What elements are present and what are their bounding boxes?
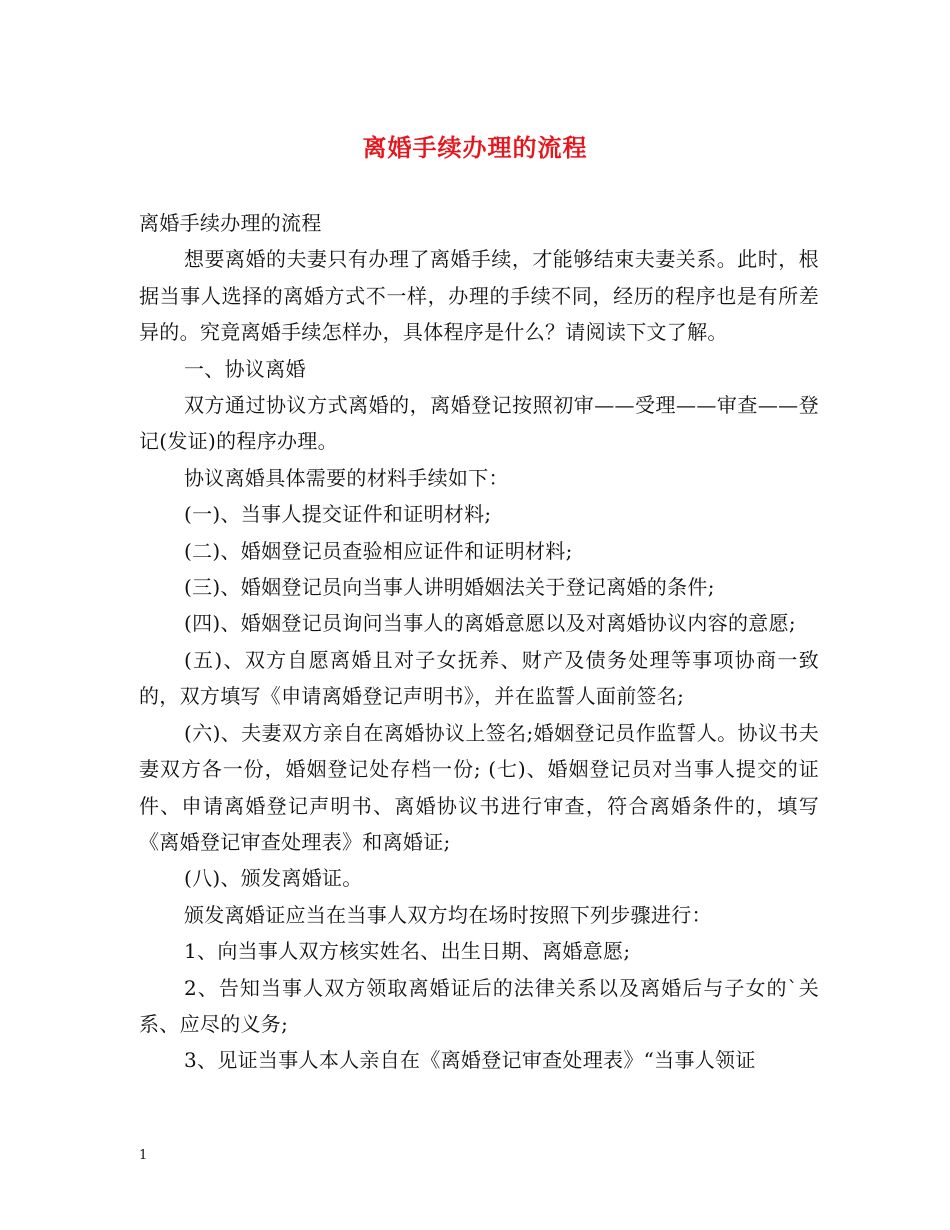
list-item: (二)、婚姻登记员查验相应证件和证明材料; [184, 538, 573, 563]
list-item: (六)、夫妻双方亲自在离婚协议上签名;婚姻登记员作监誓人。协议书夫妻双方各一份，婚姻登记处存档一份; (七)、婚姻登记员对当事人提交的证件、申请离婚登记声明书、离婚协议书进行审查，符合离婚条件的，填写《离婚登记审查处理表》和离婚证; [139, 720, 819, 854]
page-number: 1 [139, 1148, 148, 1163]
list-item: (八)、颁发离婚证。 [184, 866, 363, 891]
list-item: (一)、当事人提交证件和证明材料; [184, 502, 492, 527]
section-heading: 一、协议离婚 [184, 356, 306, 381]
list-item: 3、见证当事人本人亲自在《离婚登记审查处理表》“当事人领证 [184, 1048, 756, 1073]
paragraph: 颁发离婚证应当在当事人双方均在场时按照下列步骤进行： [184, 902, 712, 927]
list-item: (三)、婚姻登记员向当事人讲明婚姻法关于登记离婚的条件; [184, 575, 715, 600]
list-item: (四)、婚姻登记员询问当事人的离婚意愿以及对离婚协议内容的意愿; [184, 611, 796, 636]
list-item: 2、告知当事人双方领取离婚证后的法律关系以及离婚后与子女的`关系、应尽的义务; [139, 975, 819, 1036]
paragraph: 双方通过协议方式离婚的，离婚登记按照初审——受理——审查——登记(发证)的程序办理。 [139, 393, 819, 454]
document-title: 离婚手续办理的流程 [362, 133, 588, 162]
list-item: (五)、双方自愿离婚且对子女抚养、财产及债务处理等事项协商一致的，双方填写《申请离婚登记声明书》，并在监誓人面前签名; [139, 647, 819, 709]
list-item: 1、向当事人双方核实姓名、出生日期、离婚意愿; [184, 939, 631, 964]
document-body [139, 205, 819, 1079]
paragraph: 协议离婚具体需要的材料手续如下： [184, 465, 509, 490]
paragraph-heading: 离婚手续办理的流程 [139, 211, 322, 235]
paragraph: 想要离婚的夫妻只有办理了离婚手续，才能够结束夫妻关系。此时，根据当事人选择的离婚方式不一样，办理的手续不同，经历的程序也是有所差异的。究竟离婚手续怎样办，具体程序是什么？请阅读下文了解。 [139, 247, 819, 345]
